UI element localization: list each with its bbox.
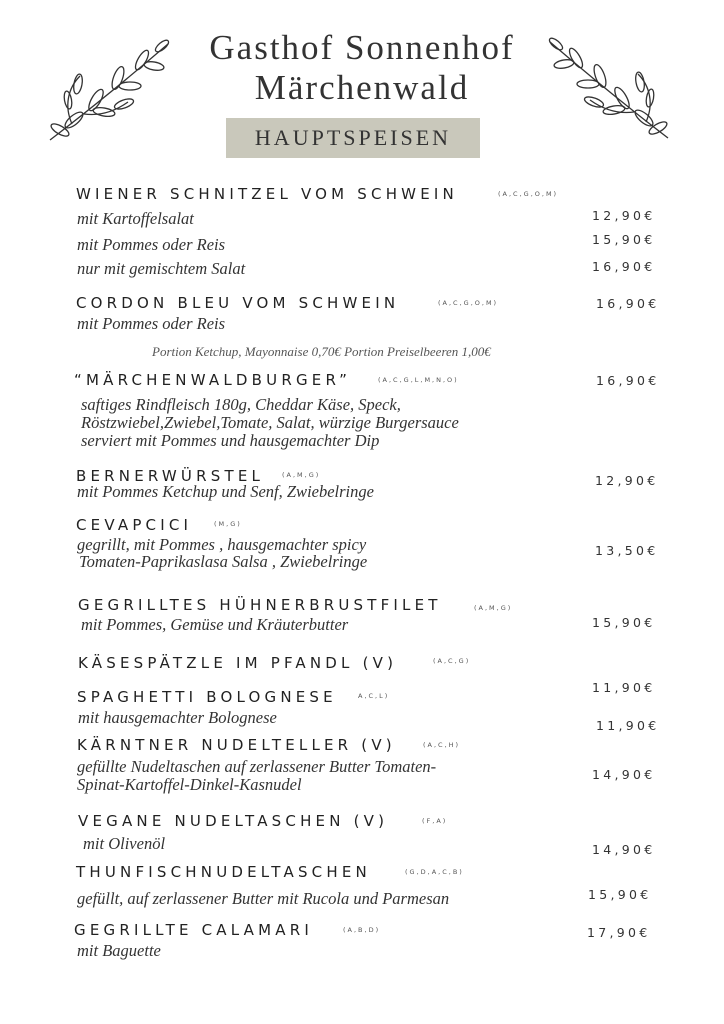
dish-name: VEGANE NUDELTASCHEN (V) <box>78 812 389 830</box>
dish-description: mit Baguette <box>77 941 161 960</box>
dish-description: Röstzwiebel,Zwiebel,Tomate, Salat, würzige Burgersauce <box>81 413 459 432</box>
allergen-codes: (A,M,G) <box>474 604 513 612</box>
dish-description: serviert mit Pommes und hausgemachter Dip <box>81 431 380 450</box>
dish-description: mit Pommes, Gemüse und Kräuterbutter <box>81 615 349 634</box>
allergen-codes: A,C,L) <box>358 692 390 700</box>
dish-name: KÄRNTNER NUDELTELLER (V) <box>77 736 396 754</box>
dish-price: 12,90€ <box>592 208 656 223</box>
olive-branch-icon <box>44 36 174 146</box>
olive-branch-icon <box>544 34 674 144</box>
dish-price: 15,90€ <box>592 232 656 247</box>
dish-name: WIENER SCHNITZEL VOM SCHWEIN <box>76 185 458 203</box>
allergen-codes: (A,C,G) <box>433 657 471 665</box>
dish-name: SPAGHETTI BOLOGNESE <box>77 688 337 706</box>
allergen-codes: (A,B,D) <box>343 926 381 934</box>
dish-name: BERNERWÜRSTEL <box>76 467 265 485</box>
dish-description: mit Pommes Ketchup und Senf, Zwiebelringe <box>77 482 374 501</box>
extras-note: Portion Ketchup, Mayonnaise 0,70€ Portion Preiselbeeren 1,00€ <box>152 344 491 359</box>
dish-price: 15,90€ <box>588 887 652 902</box>
dish-description: Spinat-Kartoffel-Dinkel-Kasnudel <box>77 775 302 794</box>
dish-description: saftiges Rindfleisch 180g, Cheddar Käse, Speck, <box>81 395 401 414</box>
dish-price: 14,90€ <box>592 842 656 857</box>
dish-name: “MÄRCHENWALDBURGER” <box>74 371 352 389</box>
dish-price: 13,50€ <box>595 543 659 558</box>
dish-price: 11,90€ <box>596 718 660 733</box>
dish-name: GEGRILLTE CALAMARI <box>74 921 313 939</box>
dish-name: CORDON BLEU VOM SCHWEIN <box>76 294 400 312</box>
section-heading-label: HAUPTSPEISEN <box>254 125 452 150</box>
dish-price: 16,90€ <box>596 296 660 311</box>
allergen-codes: (M,G) <box>214 520 242 528</box>
allergen-codes: (G,D,A,C,B) <box>405 868 464 876</box>
dish-price: 17,90€ <box>587 925 651 940</box>
dish-description: mit Pommes oder Reis <box>77 235 226 254</box>
dish-price: 16,90€ <box>592 259 656 274</box>
dish-name: CEVAPCICI <box>76 516 193 534</box>
dish-name: THUNFISCHNUDELTASCHEN <box>76 863 371 881</box>
dish-price: 11,90€ <box>592 680 656 695</box>
dish-description: mit Kartoffelsalat <box>77 209 194 228</box>
dish-description: Tomaten-Paprikaslasa Salsa , Zwiebelringe <box>79 552 368 571</box>
restaurant-subtitle: Märchenwald <box>254 68 470 107</box>
dish-name: GEGRILLTES HÜHNERBRUSTFILET <box>78 596 442 614</box>
allergen-codes: (A,M,G) <box>282 471 321 479</box>
allergen-codes: (A,C,G,L,M,N,O) <box>378 376 459 384</box>
allergen-codes: (A,C,H) <box>423 741 461 749</box>
allergen-codes: (F,A) <box>422 817 448 825</box>
dish-price: 15,90€ <box>592 615 656 630</box>
dish-name: KÄSESPÄTZLE IM PFANDL (V) <box>78 654 398 672</box>
dish-description: gefüllte Nudeltaschen auf zerlassener Butter Tomaten- <box>77 757 437 776</box>
dish-price: 12,90€ <box>595 473 659 488</box>
dish-description: mit Olivenöl <box>83 834 166 853</box>
restaurant-name: Gasthof Sonnenhof <box>209 28 515 67</box>
dish-price: 16,90€ <box>596 373 660 388</box>
allergen-codes: (A,C,G,O,M) <box>438 299 499 307</box>
allergen-codes: (A,C,G,O,M) <box>498 190 559 198</box>
dish-description: gegrillt, mit Pommes , hausgemachter spicy <box>77 535 367 554</box>
dish-description: mit Pommes oder Reis <box>77 314 226 333</box>
section-heading <box>226 118 480 158</box>
dish-description: mit hausgemachter Bolognese <box>78 708 277 727</box>
dish-description: nur mit gemischtem Salat <box>77 259 246 278</box>
dish-description: gefüllt, auf zerlassener Butter mit Rucola und Parmesan <box>77 889 450 908</box>
dish-price: 14,90€ <box>592 767 656 782</box>
